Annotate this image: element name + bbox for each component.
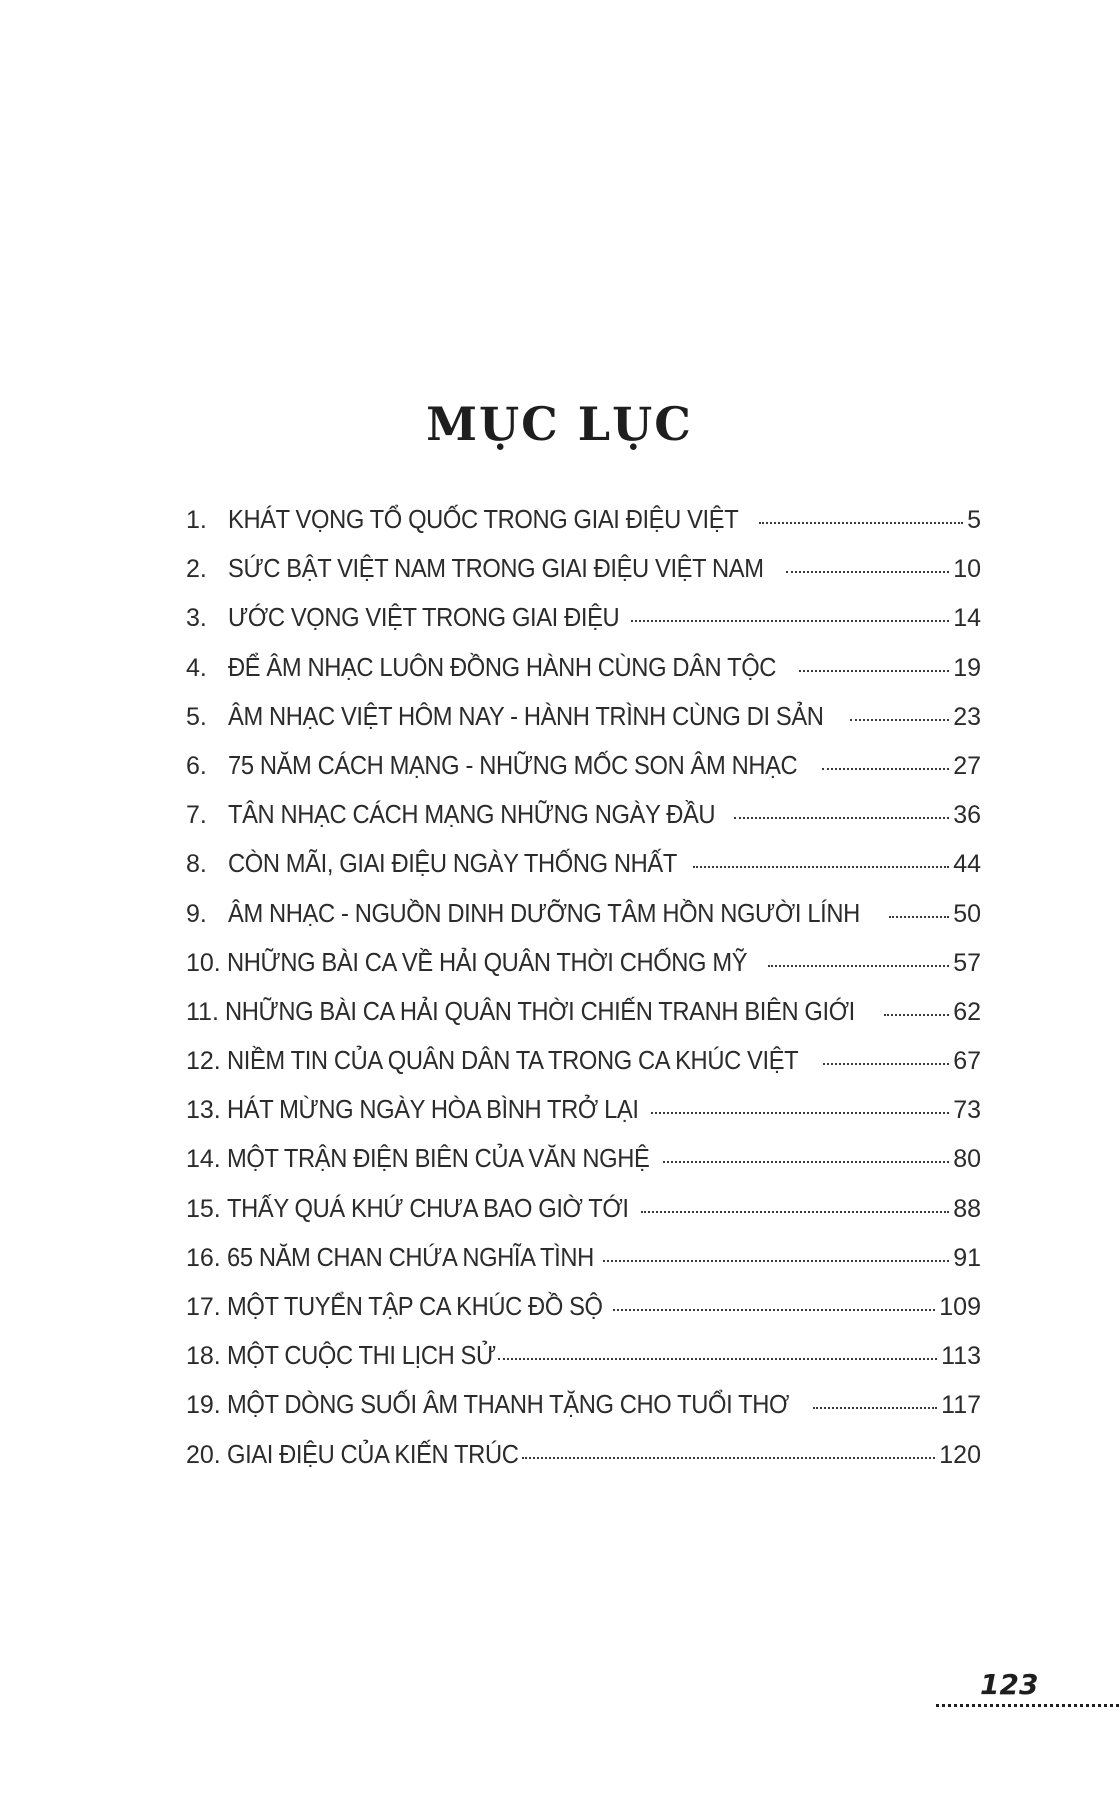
- toc-entry[interactable]: [186, 1096, 981, 1145]
- toc-entry-title: MỘT TRẬN ĐIỆN BIÊN CỦA VĂN NGHỆ: [226, 1145, 650, 1174]
- toc-entry-page: 57: [953, 948, 981, 977]
- toc-dot-leader: [651, 1112, 949, 1114]
- toc-entry-title: KHÁT VỌNG TỔ QUỐC TRONG GIAI ĐIỆU VIỆT: [228, 506, 739, 534]
- toc-dot-leader: [823, 1063, 949, 1065]
- toc-dot-leader: [663, 1161, 949, 1163]
- toc-entry[interactable]: [186, 998, 981, 1047]
- toc-entry-number: 10.: [186, 948, 221, 977]
- toc-dot-leader: [889, 916, 949, 918]
- toc-entry-title: ĐỂ ÂM NHẠC LUÔN ĐỒNG HÀNH CÙNG DÂN TỘC: [228, 653, 777, 682]
- toc-entry-number: 8.: [186, 850, 207, 879]
- toc-entry[interactable]: [186, 1195, 981, 1244]
- toc-entry-number: 4.: [186, 653, 207, 682]
- toc-entry-number: 3.: [186, 604, 207, 633]
- toc-entry-page: 67: [953, 1047, 981, 1076]
- toc-entry-page: 113: [941, 1342, 981, 1371]
- toc-entry-page: 50: [953, 899, 981, 928]
- page-number: 123: [980, 1668, 1039, 1701]
- toc-entry-page: 19: [953, 653, 981, 682]
- toc-entry-page: 44: [953, 850, 981, 879]
- toc-entry-page: 5: [967, 506, 981, 534]
- toc-entry-title: MỘT DÒNG SUỐI ÂM THANH TẶNG CHO TUỔI THƠ: [226, 1391, 789, 1420]
- toc-entry-page: 36: [953, 801, 981, 830]
- toc-dot-leader: [822, 768, 949, 770]
- toc-entry-number: 7.: [186, 801, 207, 830]
- toc-entry-page: 120: [939, 1440, 981, 1469]
- toc-entry-page: 27: [953, 751, 981, 780]
- toc-entry-page: 10: [953, 555, 981, 584]
- toc-entry-number: 19.: [186, 1391, 221, 1420]
- table-of-contents: [186, 506, 981, 1490]
- toc-entry-page: 91: [953, 1243, 981, 1272]
- toc-dot-leader: [799, 670, 949, 672]
- toc-entry-number: 1.: [186, 506, 207, 534]
- toc-entry-number: 16.: [186, 1243, 221, 1272]
- toc-entry[interactable]: [186, 1047, 981, 1096]
- toc-entry-title: SỨC BẬT VIỆT NAM TRONG GIAI ĐIỆU VIỆT NAM: [228, 555, 764, 584]
- toc-entry-title: MỘT TUYỂN TẬP CA KHÚC ĐỒ SỘ: [226, 1293, 603, 1321]
- toc-entry[interactable]: [186, 703, 981, 752]
- toc-dot-leader: [768, 965, 949, 967]
- toc-dot-leader: [813, 1407, 937, 1409]
- toc-entry[interactable]: [186, 654, 981, 703]
- toc-entry-number: 12.: [186, 1047, 221, 1076]
- toc-entry-number: 18.: [186, 1342, 221, 1371]
- toc-dot-leader: [498, 1358, 937, 1360]
- toc-entry-number: 14.: [186, 1145, 221, 1174]
- toc-entry[interactable]: [186, 900, 981, 949]
- footer-dotted-line: [936, 1704, 1119, 1707]
- toc-entry-title: CÒN MÃI, GIAI ĐIỆU NGÀY THỐNG NHẤT: [228, 850, 677, 879]
- toc-entry-number: 6.: [186, 751, 207, 780]
- toc-entry-title: ÂM NHẠC - NGUỒN DINH DƯỠNG TÂM HỒN NGƯỜI LÍNH: [228, 899, 860, 928]
- toc-dot-leader: [693, 866, 949, 868]
- toc-entry-title: TÂN NHẠC CÁCH MẠNG NHỮNG NGÀY ĐẦU: [228, 801, 716, 830]
- toc-entry-title: NHỮNG BÀI CA HẢI QUÂN THỜI CHIẾN TRANH BIÊN GIỚI: [224, 997, 855, 1026]
- toc-entry[interactable]: [186, 604, 981, 653]
- toc-entry-title: MỘT CUỘC THI LỊCH SỬ: [226, 1342, 496, 1371]
- toc-entry-page: 109: [939, 1293, 981, 1321]
- toc-entry-page: 62: [953, 997, 981, 1026]
- toc-dot-leader: [631, 620, 949, 622]
- toc-entry[interactable]: [186, 1391, 981, 1440]
- toc-entry-page: 80: [953, 1145, 981, 1174]
- toc-entry-title: GIAI ĐIỆU CỦA KIẾN TRÚC: [226, 1440, 519, 1469]
- toc-entry-title: NIỀM TIN CỦA QUÂN DÂN TA TRONG CA KHÚC VIỆT: [226, 1047, 799, 1076]
- toc-entry[interactable]: [186, 1342, 981, 1391]
- toc-entry[interactable]: [186, 506, 981, 555]
- toc-entry[interactable]: [186, 1441, 981, 1490]
- toc-entry[interactable]: [186, 1145, 981, 1194]
- toc-entry-page: 23: [953, 702, 981, 731]
- toc-entry-number: 5.: [186, 702, 207, 731]
- toc-entry-title: 75 NĂM CÁCH MẠNG - NHỮNG MỐC SON ÂM NHẠC: [228, 751, 798, 780]
- toc-dot-leader: [734, 817, 949, 819]
- toc-entry[interactable]: [186, 801, 981, 850]
- toc-entry-title: ÂM NHẠC VIỆT HÔM NAY - HÀNH TRÌNH CÙNG DI SẢN: [228, 702, 824, 731]
- toc-entry-page: 117: [941, 1391, 981, 1420]
- toc-entry-title: 65 NĂM CHAN CHỨA NGHĨA TÌNH: [226, 1243, 594, 1272]
- toc-dot-leader: [850, 719, 949, 721]
- toc-entry-number: 15.: [186, 1194, 221, 1223]
- toc-entry-page: 88: [953, 1194, 981, 1223]
- toc-entry-title: NHỮNG BÀI CA VỀ HẢI QUÂN THỜI CHỐNG MỸ: [226, 948, 747, 977]
- toc-entry[interactable]: [186, 1293, 981, 1342]
- toc-entry-number: 9.: [186, 899, 207, 928]
- toc-entry[interactable]: [186, 555, 981, 604]
- toc-entry-title: THẤY QUÁ KHỨ CHƯA BAO GIỜ TỚI: [226, 1194, 629, 1223]
- toc-entry-number: 2.: [186, 555, 207, 584]
- toc-entry[interactable]: [186, 850, 981, 899]
- toc-dot-leader: [603, 1260, 949, 1262]
- toc-dot-leader: [759, 522, 963, 524]
- toc-entry-page: 73: [953, 1096, 981, 1125]
- toc-dot-leader: [786, 571, 949, 573]
- toc-entry-number: 20.: [186, 1440, 221, 1469]
- toc-entry-number: 17.: [186, 1293, 221, 1321]
- toc-entry-title: HÁT MỪNG NGÀY HÒA BÌNH TRỞ LẠI: [226, 1096, 639, 1125]
- page-title: MỤC LỤC: [426, 396, 693, 451]
- toc-dot-leader: [884, 1014, 949, 1016]
- toc-dot-leader: [522, 1457, 935, 1459]
- toc-dot-leader: [613, 1309, 936, 1311]
- toc-entry[interactable]: [186, 949, 981, 998]
- toc-entry-page: 14: [953, 604, 981, 633]
- toc-entry-number: 11.: [186, 997, 219, 1026]
- toc-entry[interactable]: [186, 752, 981, 801]
- toc-dot-leader: [641, 1211, 950, 1213]
- toc-entry[interactable]: [186, 1244, 981, 1293]
- toc-entry-title: ƯỚC VỌNG VIỆT TRONG GIAI ĐIỆU: [228, 604, 620, 633]
- toc-entry-number: 13.: [186, 1096, 221, 1125]
